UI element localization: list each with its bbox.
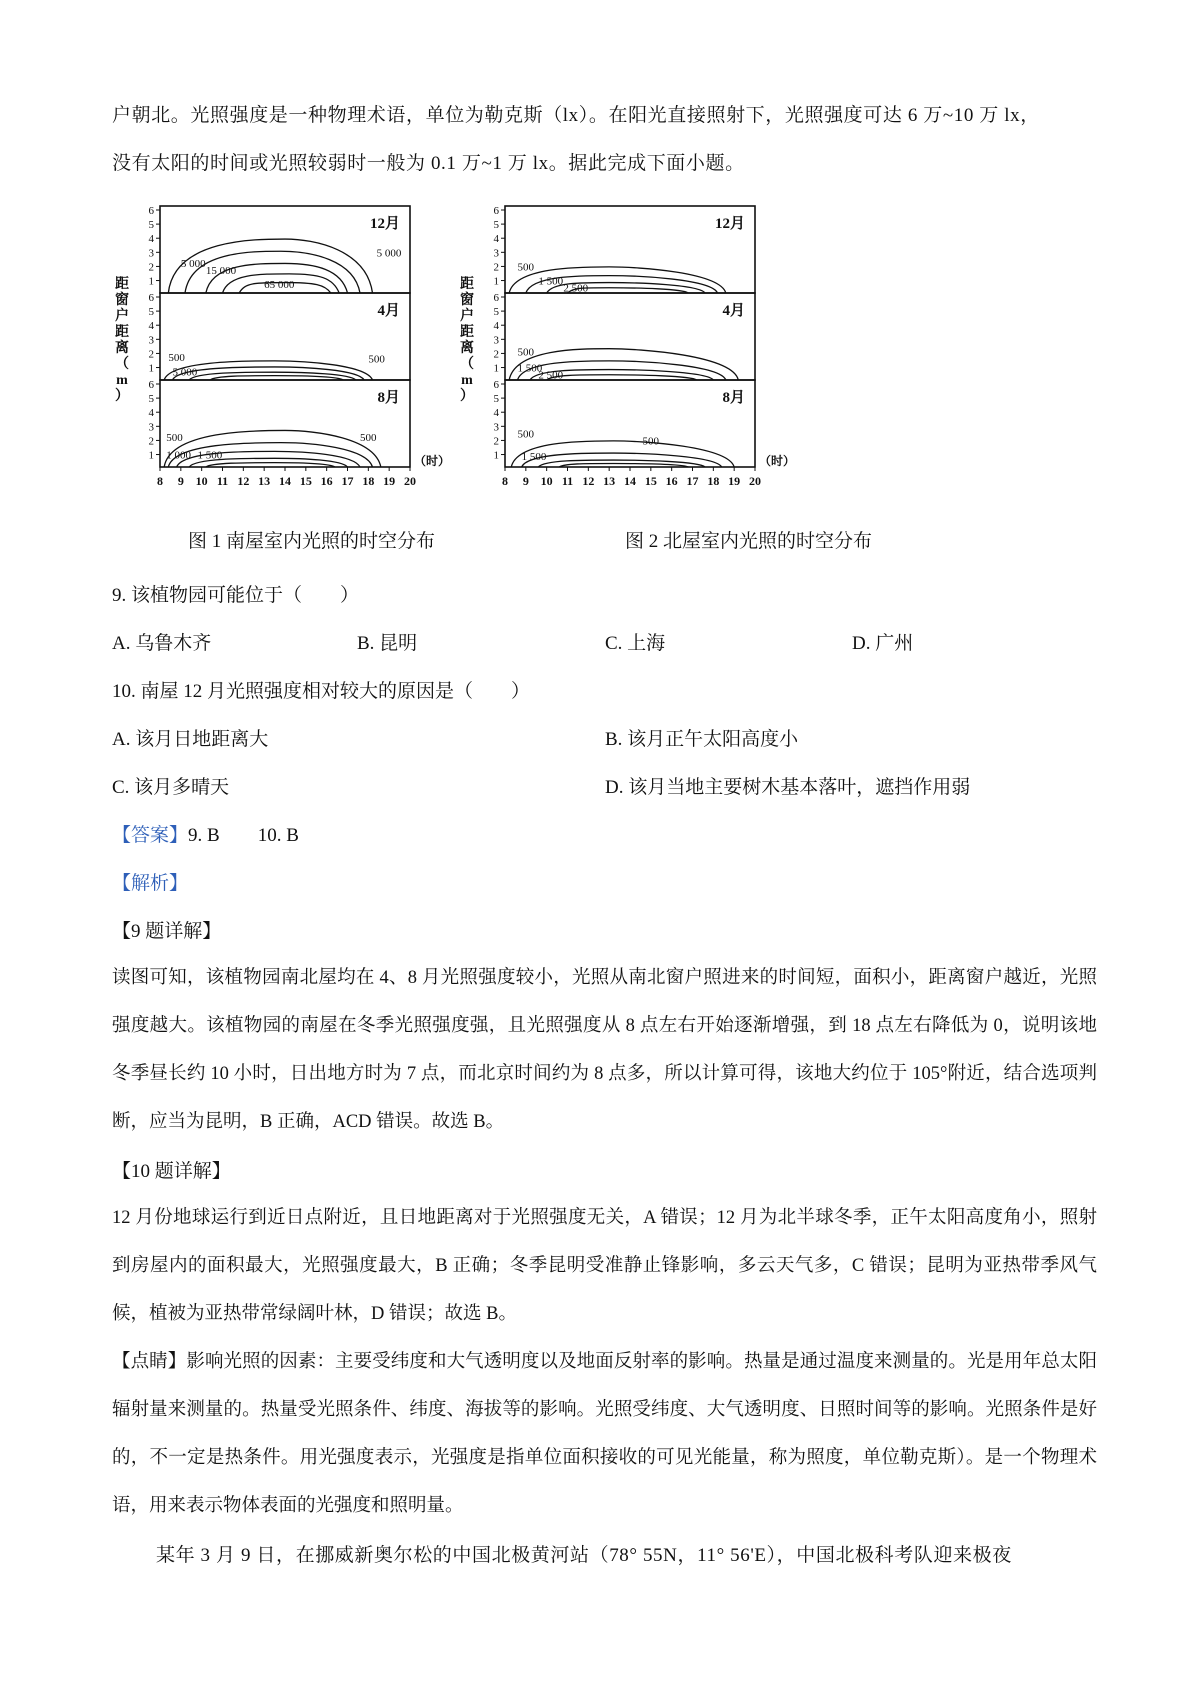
y-tick-label: 3 — [493, 247, 499, 260]
y-tick-label: 6 — [148, 379, 154, 391]
y-axis-title-char: 距 — [115, 325, 129, 340]
y-tick-label: 2 — [148, 348, 154, 361]
figure-2-caption: 图 2 北屋室内光照的时空分布 — [625, 531, 873, 552]
question-9-option-c: C. 上海 — [605, 633, 666, 654]
q9-detail-body: 读图可知，该植物园南北屋均在 4、8 月光照强度较小，光照从南北窗户照进来的时间短，面积小，距离窗户越近，光照强度越大。该植物园的南屋在冬季光照强度强，且光照强度从 8 点左右开始逐渐增强，到 18 点左右降低为 0，说明该地冬季昼长约 10 小时，日出地方时为 7 点，而北京时间约为 8 点多，所以计算可得，该地大约位于 105°附近，结合选项判断，应当为昆明，B 正确，ACD 错误。故选 B。 — [112, 968, 1097, 1132]
contour-value-label: 1 500 — [517, 362, 543, 375]
y-axis-title-char: 离 — [460, 341, 474, 356]
figure-2-north-house-light — [455, 198, 795, 515]
x-tick-label: 10 — [540, 474, 553, 488]
x-tick-label: 16 — [320, 474, 333, 488]
y-tick-label: 2 — [493, 348, 499, 361]
question-9-option-a: A. 乌鲁木齐 — [112, 633, 212, 654]
x-tick-label: 20 — [404, 474, 416, 488]
y-tick-label: 2 — [493, 261, 499, 274]
y-tick-label: 4 — [493, 407, 499, 420]
y-axis-title-char: ） — [460, 389, 474, 404]
y-tick-label: 6 — [493, 379, 499, 391]
y-tick-label: 3 — [493, 421, 499, 434]
x-tick-label: 19 — [728, 474, 741, 488]
x-tick-label: 14 — [279, 474, 291, 488]
contour-value-label: 500 — [517, 428, 534, 441]
contour-value-label: 2 500 — [563, 282, 589, 295]
contour-value-label: 5 000 — [172, 366, 198, 379]
tip-paragraph — [112, 1338, 1097, 1530]
contour-value-label: 65 000 — [264, 278, 295, 291]
question-10-option-b: B. 该月正午太阳高度小 — [605, 729, 799, 750]
y-tick-label: 1 — [148, 275, 154, 288]
x-tick-label: 15 — [644, 474, 657, 488]
contour-value-label: 500 — [517, 261, 534, 274]
contour-value-label: 2 500 — [538, 369, 564, 382]
x-tick-label: 18 — [362, 474, 375, 488]
x-tick-label: 8 — [157, 474, 163, 488]
next-material-line: 某年 3 月 9 日，在挪威新奥尔松的中国北极黄河站（78° 55N，11° 56'E），中国北极科考队迎来极夜 — [156, 1545, 1012, 1566]
x-tick-label: 9 — [177, 474, 184, 488]
answer-text: 9. B 10. B — [188, 825, 299, 846]
x-tick-label: 9 — [522, 474, 529, 488]
contour-value-label: 1 500 — [538, 275, 564, 288]
month-label: 12月 — [369, 216, 400, 232]
contour-value-label: 500 — [517, 346, 534, 359]
x-tick-label: 8 — [502, 474, 508, 488]
y-axis-title-char: 窗 — [460, 293, 474, 308]
intro-line-2: 没有太阳的时间或光照较弱时一般为 0.1 万~1 万 lx。据此完成下面小题。 — [112, 153, 745, 174]
y-tick-label: 5 — [148, 306, 154, 319]
y-tick-label: 5 — [148, 219, 154, 232]
y-axis-title-char: 窗 — [115, 293, 129, 308]
month-label: 8月 — [377, 390, 400, 406]
contour-value-label: 5 000 — [376, 247, 402, 260]
y-axis-title-char: m — [116, 373, 128, 388]
y-tick-label: 1 — [493, 275, 499, 288]
q10-detail-heading: 【10 题详解】 — [112, 1161, 231, 1182]
contour-value-label: 1 000 — [166, 449, 191, 462]
y-tick-label: 2 — [148, 261, 154, 274]
x-tick-label: 12 — [237, 474, 250, 488]
y-tick-label: 1 — [493, 362, 499, 375]
y-axis-title-char: m — [461, 373, 473, 388]
y-tick-label: 3 — [148, 247, 154, 260]
y-tick-label: 3 — [493, 334, 499, 347]
contour-value-label: 1 500 — [521, 451, 547, 464]
question-9-option-b: B. 昆明 — [357, 633, 418, 654]
y-tick-label: 6 — [148, 292, 154, 304]
x-tick-label: 13 — [258, 474, 271, 488]
y-axis-title-char: 户 — [115, 309, 129, 324]
x-axis-unit: （时） — [414, 454, 450, 468]
contour-value-label: 500 — [168, 351, 185, 364]
y-tick-label: 4 — [148, 233, 154, 246]
y-axis-title-char: 距 — [460, 325, 474, 340]
tip-body: 影响光照的因素：主要受纬度和大气透明度以及地面反射率的影响。热量是通过温度来测量的。光是用年总太阳辐射量来测量的。热量受光照条件、纬度、海拔等的影响。光照受纬度、大气透明度、日照时间等的影响。光照条件是好的，不一定是热条件。用光强度表示，光强度是指单位面积接收的可见光能量，称为照度，单位勒克斯）。是一个物理术语，用来表示物体表面的光强度和照明量。 — [112, 1352, 1097, 1516]
y-axis-title-char: 距 — [115, 277, 129, 292]
x-tick-label: 19 — [383, 474, 396, 488]
y-tick-label: 4 — [493, 320, 499, 333]
y-tick-label: 6 — [148, 205, 154, 217]
tip-tag: 【点睛】 — [112, 1352, 187, 1372]
question-9-stem: 9. 该植物园可能位于（ ） — [112, 585, 360, 606]
y-axis-title-char: （ — [115, 357, 129, 372]
contour-value-label: 15 000 — [205, 264, 237, 277]
y-axis-title-char: ） — [115, 389, 129, 404]
y-axis-title-char: 户 — [460, 309, 474, 324]
y-tick-label: 1 — [493, 449, 499, 462]
question-10-option-c: C. 该月多晴天 — [112, 777, 230, 798]
x-tick-label: 10 — [195, 474, 208, 488]
contour-value-label: 1 500 — [197, 449, 223, 462]
month-label: 8月 — [722, 390, 745, 406]
x-axis-unit: （时） — [759, 454, 795, 468]
q10-detail-body: 12 月份地球运行到近日点附近，且日地距离对于光照强度无关，A 错误；12 月为北半球冬季，正午太阳高度角小，照射到房屋内的面积最大，光照强度最大，B 正确；冬季昆明受准静止锋影响，多云天气多，C 错误；昆明为亚热带季风气候，植被为亚热带常绿阔叶林，D 错误；故选 B。 — [112, 1208, 1097, 1324]
month-label: 4月 — [377, 303, 400, 319]
question-10-option-a: A. 该月日地距离大 — [112, 729, 269, 750]
y-tick-label: 5 — [493, 219, 499, 232]
contour-value-label: 5 000 — [180, 257, 206, 270]
y-tick-label: 5 — [493, 306, 499, 319]
panel-frame — [505, 293, 755, 380]
y-axis-title-char: 距 — [460, 277, 474, 292]
x-tick-label: 13 — [603, 474, 616, 488]
y-tick-label: 3 — [148, 334, 154, 347]
x-tick-label: 15 — [299, 474, 312, 488]
y-tick-label: 3 — [148, 421, 154, 434]
contour-value-label: 500 — [360, 431, 377, 444]
answer-tag: 【答案】 — [112, 825, 189, 846]
x-tick-label: 11 — [561, 474, 574, 488]
answer-line — [112, 820, 299, 847]
question-10-option-d: D. 该月当地主要树木基本落叶，遮挡作用弱 — [605, 777, 971, 798]
y-tick-label: 4 — [148, 320, 154, 333]
x-tick-label: 16 — [665, 474, 678, 488]
y-tick-label: 6 — [493, 205, 499, 217]
x-tick-label: 17 — [686, 474, 699, 488]
y-tick-label: 4 — [148, 407, 154, 420]
figure-2-chart — [455, 198, 795, 510]
y-tick-label: 6 — [493, 292, 499, 304]
x-tick-label: 11 — [216, 474, 229, 488]
y-tick-label: 1 — [148, 449, 154, 462]
figure-1-caption: 图 1 南屋室内光照的时空分布 — [188, 531, 436, 552]
x-tick-label: 14 — [624, 474, 636, 488]
y-tick-label: 4 — [493, 233, 499, 246]
contour-value-label: 500 — [166, 431, 183, 444]
y-axis-title-char: （ — [460, 357, 474, 372]
q9-detail-heading: 【9 题详解】 — [112, 921, 222, 942]
y-axis-title-char: 离 — [115, 341, 129, 356]
analysis-tag: 【解析】 — [112, 873, 189, 894]
y-tick-label: 5 — [493, 393, 499, 406]
x-tick-label: 12 — [582, 474, 595, 488]
figure-1-chart — [110, 198, 450, 510]
month-label: 4月 — [722, 303, 745, 319]
y-tick-label: 5 — [148, 393, 154, 406]
x-tick-label: 17 — [341, 474, 354, 488]
x-tick-label: 20 — [749, 474, 761, 488]
contour-value-label: 500 — [368, 353, 385, 366]
x-tick-label: 18 — [707, 474, 720, 488]
contour-value-label: 500 — [642, 435, 659, 448]
month-label: 12月 — [714, 216, 745, 232]
y-tick-label: 2 — [148, 435, 154, 448]
y-tick-label: 2 — [493, 435, 499, 448]
question-9-option-d: D. 广州 — [852, 633, 914, 654]
question-10-stem: 10. 南屋 12 月光照强度相对较大的原因是（ ） — [112, 681, 531, 702]
figure-1-south-house-light — [110, 198, 450, 515]
y-tick-label: 1 — [148, 362, 154, 375]
intro-line-1: 户朝北。光照强度是一种物理术语，单位为勒克斯（lx）。在阳光直接照射下，光照强度可达 6 万~10 万 lx， — [112, 105, 1040, 126]
